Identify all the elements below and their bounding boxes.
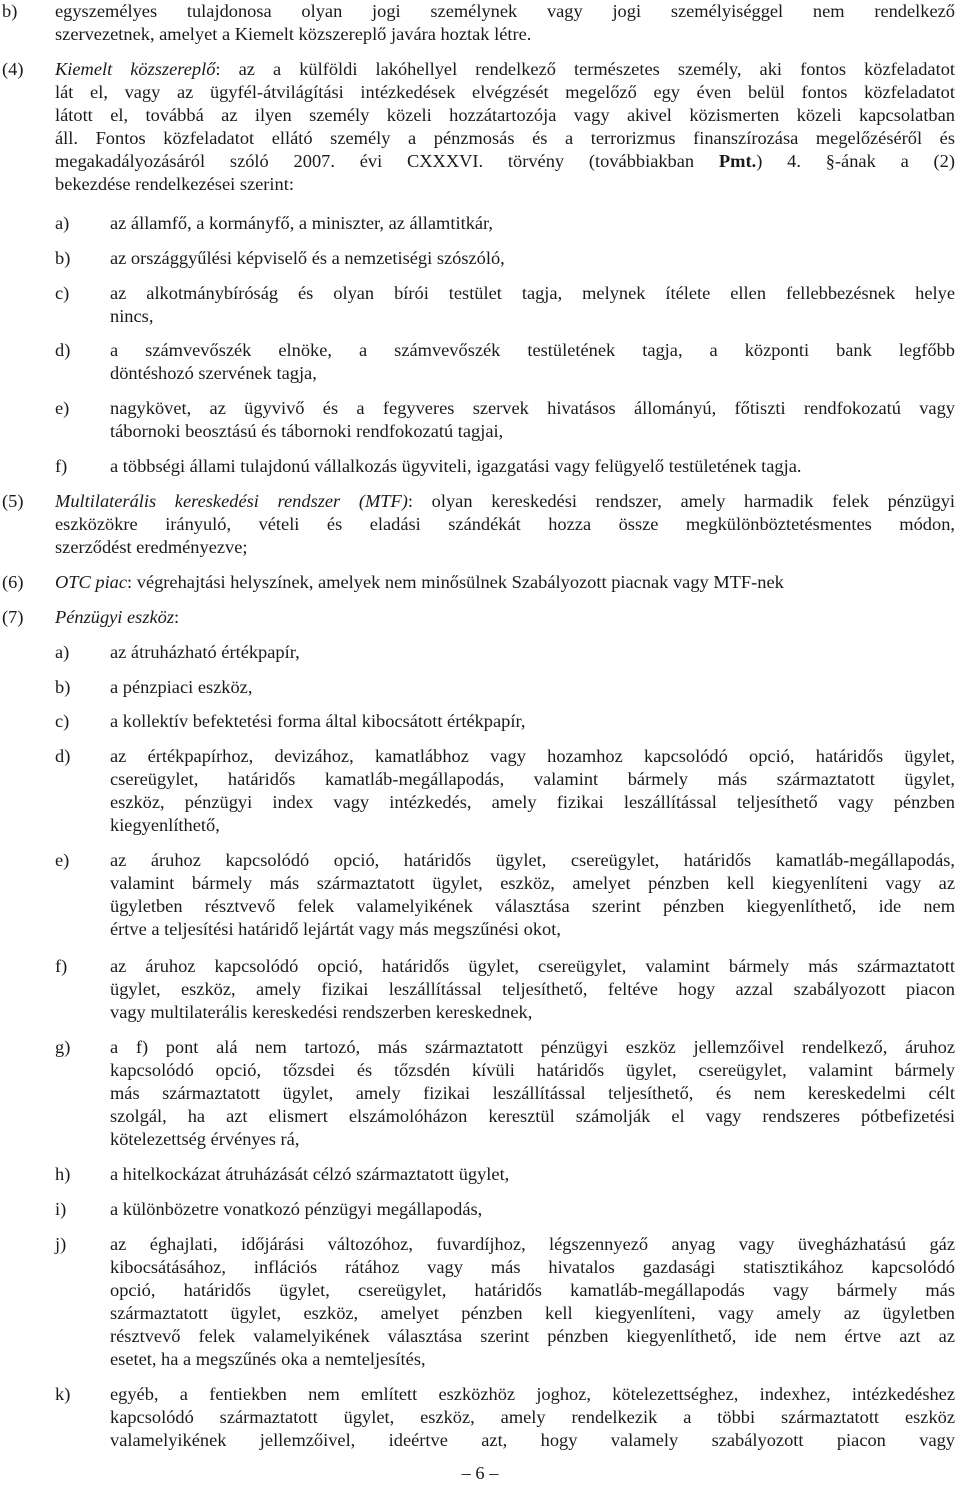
text-line: látott el, továbbá az ilyen személy közeli hozzátartozója vagy akivel közismerten közeli kapcsolatban bbox=[55, 105, 955, 125]
text-line: az áruhoz kapcsolódó opció, határidős ügylet, csereügylet, valamint bármely más származtatott bbox=[110, 956, 955, 976]
text-line: megakadályozásáról szóló 2007. évi CXXXVI. törvény (továbbiakban Pmt.) 4. §-ának a (2) bbox=[55, 151, 955, 171]
item-label: c) bbox=[55, 711, 70, 731]
list-item bbox=[110, 1163, 955, 1186]
item-label: j) bbox=[55, 1234, 67, 1254]
text-line: kibocsátásához, inflációs rátához vagy más hivatalos gazdasági statisztikához kapcsolódó bbox=[110, 1257, 955, 1277]
text-line: kiegyenlíthető, bbox=[110, 815, 220, 835]
page-number: – 6 – bbox=[461, 1463, 499, 1483]
pmt-abbrev: Pmt. bbox=[718, 151, 757, 171]
list-item bbox=[110, 745, 955, 837]
text-line: a kollektív befektetési forma által kibocsátott értékpapír, bbox=[110, 711, 526, 731]
text-line: az államfő, a kormányfő, a miniszter, az államtitkár, bbox=[110, 213, 494, 233]
section-number: (5) bbox=[2, 491, 24, 511]
section-number: (7) bbox=[2, 607, 24, 627]
text-line: a hitelkockázat átruházását célzó származtatott ügylet, bbox=[110, 1164, 510, 1184]
text-line: ügyletben résztvevő felek valamelyikének választása szerint pénzben kiegyenlíthető, ide nem bbox=[110, 896, 955, 916]
item-label: e) bbox=[55, 398, 70, 418]
text-line: származtatott ügylet, eszköz, amelyet pénzben kell kiegyenlíteni, vagy amely az ügyletben bbox=[110, 1303, 955, 1323]
item-label: b) bbox=[55, 248, 71, 268]
item-label: f) bbox=[55, 456, 68, 476]
defined-term: Kiemelt közszereplő bbox=[55, 59, 216, 79]
text-line: a számvevőszék elnöke, a számvevőszék testületének tagja, a központi bank legfőbb bbox=[110, 340, 955, 360]
item-label: c) bbox=[55, 283, 70, 303]
text-line: esetet, ha a megszűnés oka a nemteljesítés, bbox=[110, 1349, 426, 1369]
item-label: b) bbox=[2, 1, 18, 21]
text-line: a f) pont alá nem tartozó, más származtatott pénzügyi eszköz jellemzőivel rendelkező, áruhoz bbox=[110, 1037, 955, 1057]
text-line: a különbözetre vonatkozó pénzügyi megállapodás, bbox=[110, 1199, 483, 1219]
item-label: f) bbox=[55, 956, 68, 976]
text-line: egyszemélyes tulajdonosa olyan jogi személynek vagy jogi személyiséggel nem rendelkező bbox=[55, 1, 955, 21]
defined-term: OTC piac bbox=[55, 572, 128, 592]
section-number: (6) bbox=[2, 572, 24, 592]
text-line: Kiemelt közszereplő: az a külföldi lakóhellyel rendelkező természetes személy, aki fontos közfeladatot bbox=[55, 59, 955, 79]
text-line: OTC piac: végrehajtási helyszínek, amelyek nem minősülnek Szabályozott piacnak vagy MTF-nek bbox=[55, 572, 784, 592]
defined-term: Pénzügyi eszköz bbox=[55, 607, 175, 627]
text-line: Multilaterális kereskedési rendszer (MTF): olyan kereskedési rendszer, amely harmadik felek pénzügyi bbox=[55, 491, 955, 511]
list-item bbox=[110, 212, 955, 235]
text-line: az alkotmánybíróság és olyan bírói testület tagja, melynek ítélete ellen fellebbezésnek helye bbox=[110, 283, 955, 303]
list-item bbox=[110, 676, 955, 699]
text-line: döntéshozó szervének tagja, bbox=[110, 363, 317, 383]
text-line: az értékpapírhoz, devizához, kamatlábhoz vagy hozamhoz kapcsolódó opció, határidős ügylet, bbox=[110, 746, 955, 766]
list-item bbox=[110, 849, 955, 941]
text-line: szervezetnek, amelyet a Kiemelt közszereplő javára hoztak létre. bbox=[55, 24, 532, 44]
list-item bbox=[110, 710, 955, 733]
item-label: g) bbox=[55, 1037, 71, 1057]
list-item bbox=[110, 339, 955, 385]
text-line: résztvevő felek valamelyikének választása szerint pénzben kiegyenlíthető, ide nem értve azt az bbox=[110, 1326, 955, 1346]
item-label: i) bbox=[55, 1199, 67, 1219]
section-6-paragraph bbox=[55, 571, 955, 594]
list-item bbox=[110, 1036, 955, 1151]
text-line: csereügylet, határidős kamatláb-megállapodás, valamint bármely más származtatott ügylet, bbox=[110, 769, 955, 789]
list-item bbox=[110, 397, 955, 443]
list-item bbox=[110, 955, 955, 1024]
list-item bbox=[110, 282, 955, 328]
text-line: eszközökre irányuló, vételi és eladási szándékát hozza össze megkülönböztetésmentes módon, bbox=[55, 514, 955, 534]
text-line: szolgál, ha azt elismert elszámolóházon keresztül számolják el vagy rendszeres pótbefizetési bbox=[110, 1106, 955, 1126]
text-line: eszköz, pénzügyi index vagy intézkedés, amely fizikai leszállítással teljesíthető vagy pénzben bbox=[110, 792, 955, 812]
list-item bbox=[110, 1198, 955, 1221]
item-label: h) bbox=[55, 1164, 71, 1184]
text-line: opció, határidős ügylet, csereügylet, határidős kamatláb-megállapodás vagy bármely más bbox=[110, 1280, 955, 1300]
item-label: d) bbox=[55, 340, 71, 360]
text-line: más származtatott ügylet, amely fizikai leszállítással teljesíthető, és nem kereskedelmi célt bbox=[110, 1083, 955, 1103]
text-line: nincs, bbox=[110, 306, 154, 326]
text-line: a pénzpiaci eszköz, bbox=[110, 677, 253, 697]
text-line: kötelezettség érvényes rá, bbox=[110, 1129, 300, 1149]
text-line: az országgyűlési képviselő és a nemzetiségi szószóló, bbox=[110, 248, 505, 268]
text-line: tábornoki beosztású és tábornoki rendfokozatú tagjai, bbox=[110, 421, 504, 441]
text-line: nagykövet, az ügyvivő és a fegyveres szervek hivatásos állományú, főtiszti rendfokozatú vagy bbox=[110, 398, 955, 418]
item-label: d) bbox=[55, 746, 71, 766]
section-5-paragraph bbox=[55, 490, 955, 559]
text-line: az átruházható értékpapír, bbox=[110, 642, 300, 662]
list-item bbox=[110, 247, 955, 270]
list-item bbox=[110, 641, 955, 664]
text-line: értve a teljesítési határidő lejártát vagy más megszűnési okot, bbox=[110, 919, 561, 939]
defined-term: Multilaterális kereskedési rendszer (MTF) bbox=[55, 491, 408, 511]
text-line: az éghajlati, időjárási változóhoz, fuvardíjhoz, légszennyező anyag vagy üvegházhatású gáz bbox=[110, 1234, 955, 1254]
item-label: b) bbox=[55, 677, 71, 697]
text-line: Pénzügyi eszköz: bbox=[55, 607, 180, 627]
text-line: valamelyikének jellemzőivel, ideértve azt, hogy valamely szabályozott piacon vagy bbox=[110, 1430, 955, 1450]
text-line: az áruhoz kapcsolódó opció, határidős ügylet, csereügylet, határidős kamatláb-megállapodás, bbox=[110, 850, 955, 870]
item-label: a) bbox=[55, 213, 70, 233]
list-item bbox=[110, 455, 955, 478]
section-number: (4) bbox=[2, 59, 24, 79]
text-line: egyéb, a fentiekben nem említett eszközhöz joghoz, kötelezettséghez, indexhez, intézkedéshez bbox=[110, 1384, 955, 1404]
text-line: kapcsolódó származtatott ügylet, eszköz, amely rendelkezik a többi származtatott eszköz bbox=[110, 1407, 955, 1427]
item-label: e) bbox=[55, 850, 70, 870]
item-label: a) bbox=[55, 642, 70, 662]
top-item-b-text bbox=[55, 0, 955, 46]
text-line: lát el, vagy az ügyfél-átvilágítási intézkedések elvégzését megelőző egy éven belül fontos közfeladatot bbox=[55, 82, 955, 102]
text-line: valamint bármely más származtatott ügylet, eszköz, amelyet pénzben kell kiegyenlíteni vagy az bbox=[110, 873, 955, 893]
text-line: szerződést eredményezve; bbox=[55, 537, 248, 557]
text-line: kapcsolódó opció, tőzsdei és tőzsdén kívüli határidős ügylet, csereügylet, valamint bármely bbox=[110, 1060, 955, 1080]
text-line: vagy multilaterális kereskedési rendszerben kereskednek, bbox=[110, 1002, 533, 1022]
section-4-paragraph bbox=[55, 58, 955, 196]
text-line: a többségi állami tulajdonú vállalkozás ügyviteli, igazgatási vagy felügyelő testületének tagja. bbox=[110, 456, 802, 476]
item-label: k) bbox=[55, 1384, 71, 1404]
section-7-heading bbox=[55, 606, 955, 629]
text-line: áll. Fontos közfeladatot ellátó személy a pénzmosás és a terrorizmus finanszírozása megelőzéséről és bbox=[55, 128, 955, 148]
text-line: ügylet, eszköz, amely fizikai leszállítással teljesíthető, feltéve hogy azzal szabályozott piacon bbox=[110, 979, 955, 999]
list-item bbox=[110, 1233, 955, 1371]
list-item bbox=[110, 1383, 955, 1452]
text-line: bekezdése rendelkezései szerint: bbox=[55, 174, 294, 194]
